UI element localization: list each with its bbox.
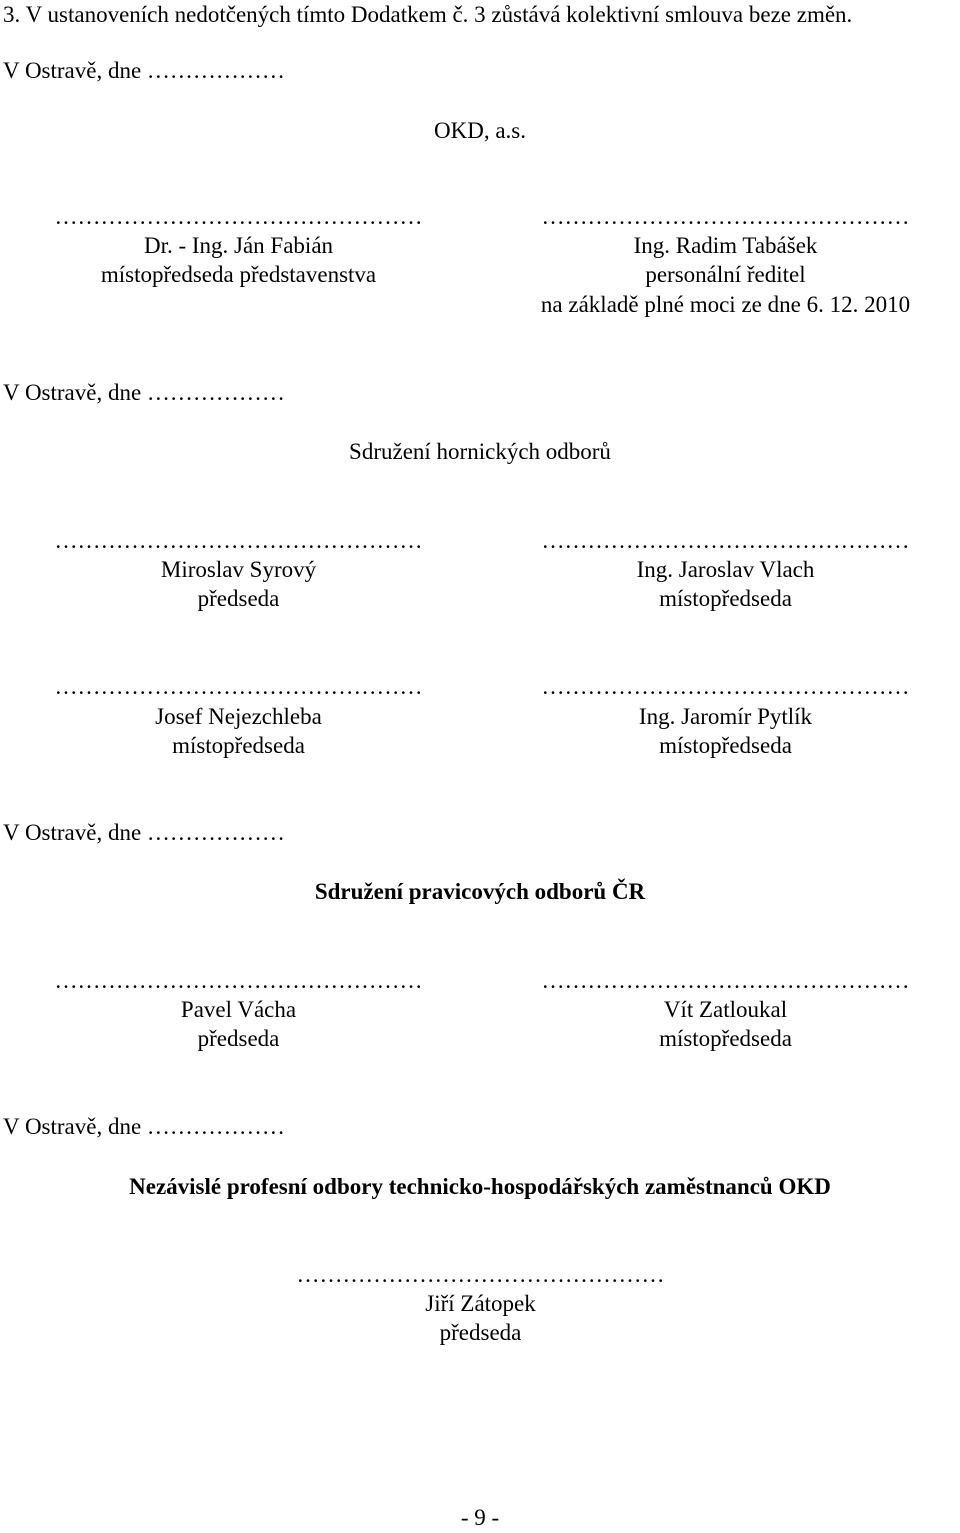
okd-place-date: V Ostravě, dne ……………… bbox=[3, 58, 285, 83]
npo-signer-1-name: Jiří Zátopek bbox=[425, 1291, 536, 1316]
spo-signature-line-2: ………………………………………… bbox=[541, 968, 910, 993]
sho-signature-line-2: ………………………………………… bbox=[541, 528, 910, 553]
sho-signer-3-role: místopředseda bbox=[172, 733, 305, 758]
sho-place-date: V Ostravě, dne ……………… bbox=[3, 380, 285, 405]
okd-right-signer-name: Ing. Radim Tabášek bbox=[633, 233, 818, 258]
sho-signer-2-role: místopředseda bbox=[659, 586, 792, 611]
sho-signature-line-4: ………………………………………… bbox=[541, 674, 910, 699]
sho-signer-1-role: předseda bbox=[197, 586, 280, 611]
okd-right-signature-line: ………………………………………… bbox=[541, 204, 910, 229]
sho-org-name: Sdružení hornických odborů bbox=[349, 439, 611, 464]
npo-signer-1-role: předseda bbox=[439, 1320, 522, 1345]
npo-org-name: Nezávislé profesní odbory technicko-hospodářských zaměstnanců OKD bbox=[129, 1174, 831, 1199]
okd-right-signer-note: na základě plné moci ze dne 6. 12. 2010 bbox=[540, 292, 911, 317]
spo-org-name: Sdružení pravicových odborů ČR bbox=[314, 879, 646, 904]
okd-left-signature-line: ………………………………………… bbox=[54, 204, 423, 229]
sho-signer-4-name: Ing. Jaromír Pytlík bbox=[638, 704, 813, 729]
spo-signer-1-role: předseda bbox=[197, 1026, 280, 1051]
sho-signer-1-name: Miroslav Syrový bbox=[160, 557, 317, 582]
spo-signer-1-name: Pavel Vácha bbox=[180, 997, 297, 1022]
sho-signature-line-3: ………………………………………… bbox=[54, 674, 423, 699]
spo-signer-2-name: Vít Zatloukal bbox=[663, 997, 788, 1022]
clause-3: 3. V ustanoveních nedotčených tímto Dodatkem č. 3 zůstává kolektivní smlouva beze změn. bbox=[3, 2, 853, 27]
spo-signer-2-role: místopředseda bbox=[659, 1026, 792, 1051]
okd-org-name: OKD, a.s. bbox=[434, 118, 526, 143]
spo-signature-line-1: ………………………………………… bbox=[54, 968, 423, 993]
npo-place-date: V Ostravě, dne ……………… bbox=[3, 1114, 285, 1139]
page-number: - 9 - bbox=[460, 1505, 500, 1530]
sho-signer-2-name: Ing. Jaroslav Vlach bbox=[636, 557, 815, 582]
okd-left-signer-role: místopředseda představenstva bbox=[100, 262, 377, 287]
okd-right-signer-role: personální ředitel bbox=[645, 262, 806, 287]
spo-place-date: V Ostravě, dne ……………… bbox=[3, 820, 285, 845]
okd-left-signer-name: Dr. - Ing. Ján Fabián bbox=[143, 233, 334, 258]
sho-signer-3-name: Josef Nejezchleba bbox=[155, 704, 322, 729]
npo-signature-line-1: ………………………………………… bbox=[296, 1262, 665, 1287]
sho-signature-line-1: ………………………………………… bbox=[54, 528, 423, 553]
sho-signer-4-role: místopředseda bbox=[659, 733, 792, 758]
